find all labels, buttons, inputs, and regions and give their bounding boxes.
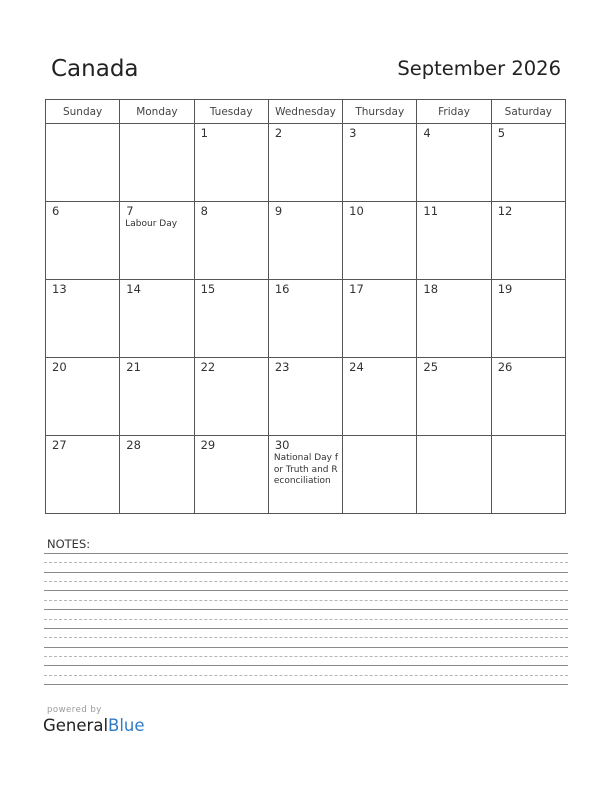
- note-line: [44, 684, 568, 685]
- day-cell: [194, 358, 268, 436]
- day-cell: [417, 436, 491, 514]
- note-guide-line: [44, 581, 568, 582]
- week-row: [46, 280, 566, 358]
- day-cell: [194, 124, 268, 202]
- weekday-wednesday: Wednesday: [268, 100, 342, 124]
- day-cell: [194, 280, 268, 358]
- weekday-header-row: [46, 100, 566, 124]
- weekday-sunday: Sunday: [46, 100, 120, 124]
- day-cell: [120, 358, 194, 436]
- weekday-thursday: Thursday: [343, 100, 417, 124]
- day-cell: [417, 358, 491, 436]
- day-cell: [417, 124, 491, 202]
- note-line: [44, 647, 568, 648]
- day-cell: [343, 124, 417, 202]
- day-cell: [491, 436, 565, 514]
- day-number: 22: [200, 360, 216, 374]
- day-cell: [120, 436, 194, 514]
- day-cell: [343, 280, 417, 358]
- brand-general: General: [43, 716, 109, 735]
- powered-by-text: powered by: [47, 705, 102, 715]
- calendar-grid: [45, 99, 566, 514]
- day-cell: [343, 358, 417, 436]
- day-cell: [46, 436, 120, 514]
- day-number: 23: [274, 360, 290, 374]
- generalblue-logo[interactable]: [43, 716, 145, 735]
- day-cell: [268, 124, 342, 202]
- day-number: 18: [423, 282, 439, 296]
- day-cell: [46, 280, 120, 358]
- week-row: [46, 358, 566, 436]
- note-guide-line: [44, 656, 568, 657]
- day-number: 26: [497, 360, 513, 374]
- note-line: [44, 572, 568, 573]
- day-cell: [46, 124, 120, 202]
- day-number: 8: [200, 204, 208, 218]
- note-guide-line: [44, 619, 568, 620]
- day-cell: [491, 124, 565, 202]
- brand-blue: Blue: [108, 716, 145, 735]
- day-number: 15: [200, 282, 216, 296]
- country-title: Canada: [51, 56, 139, 82]
- note-guide-line: [44, 675, 568, 676]
- day-number: [492, 436, 565, 439]
- day-number: 5: [497, 126, 506, 140]
- day-number: 16: [274, 282, 290, 296]
- day-cell: [194, 436, 268, 514]
- day-number: 28: [126, 438, 141, 452]
- weekday-monday: Monday: [120, 100, 194, 124]
- day-number: [120, 124, 193, 127]
- weekday-saturday: Saturday: [491, 100, 565, 124]
- holiday-label: Labour Day: [125, 219, 178, 229]
- notes-label: NOTES:: [47, 537, 91, 551]
- day-number: 14: [126, 282, 141, 296]
- day-cell: [194, 202, 268, 280]
- day-number: 17: [349, 282, 364, 296]
- day-cell: [417, 280, 491, 358]
- note-line: [44, 609, 568, 610]
- day-cell: [268, 436, 342, 514]
- day-number: 4: [423, 126, 431, 140]
- day-number: 7: [126, 204, 134, 218]
- holiday-label: National Day for Truth and Reconciliation: [273, 453, 339, 486]
- day-cell: [46, 202, 120, 280]
- weekday-tuesday: Tuesday: [194, 100, 268, 124]
- day-cell: [268, 280, 342, 358]
- day-cell: [268, 358, 342, 436]
- note-line: [44, 553, 568, 554]
- day-number: 10: [349, 204, 364, 218]
- day-cell: [491, 202, 565, 280]
- day-cell: [417, 202, 491, 280]
- day-number: 29: [200, 438, 216, 452]
- note-line: [44, 665, 568, 666]
- note-line: [44, 590, 568, 591]
- day-cell: [343, 436, 417, 514]
- day-cell: [491, 280, 565, 358]
- day-number: 2: [274, 126, 283, 140]
- day-number: 30: [274, 438, 290, 452]
- day-number: [417, 436, 490, 439]
- week-row: [46, 436, 566, 514]
- day-number: 25: [423, 360, 439, 374]
- day-cell: [120, 280, 194, 358]
- day-number: 1: [200, 126, 208, 140]
- day-number: 24: [349, 360, 364, 374]
- day-number: [46, 124, 119, 127]
- note-line: [44, 628, 568, 629]
- note-guide-line: [44, 600, 568, 601]
- day-cell: [268, 202, 342, 280]
- day-number: 12: [497, 204, 513, 218]
- day-number: 11: [423, 204, 439, 218]
- day-number: 27: [52, 438, 67, 452]
- day-number: 6: [52, 204, 60, 218]
- day-cell: [46, 358, 120, 436]
- month-year-title: September 2026: [397, 57, 561, 80]
- day-cell: [491, 358, 565, 436]
- day-number: [343, 436, 416, 439]
- day-cell: [120, 202, 194, 280]
- note-guide-line: [44, 637, 568, 638]
- day-number: 9: [274, 204, 283, 218]
- day-cell: [343, 202, 417, 280]
- day-number: 13: [52, 282, 67, 296]
- note-guide-line: [44, 562, 568, 563]
- week-row: [46, 202, 566, 280]
- day-number: 3: [349, 126, 357, 140]
- day-number: 19: [497, 282, 513, 296]
- day-number: 20: [52, 360, 67, 374]
- week-row: [46, 124, 566, 202]
- day-number: 21: [126, 360, 141, 374]
- weekday-friday: Friday: [417, 100, 491, 124]
- day-cell: [120, 124, 194, 202]
